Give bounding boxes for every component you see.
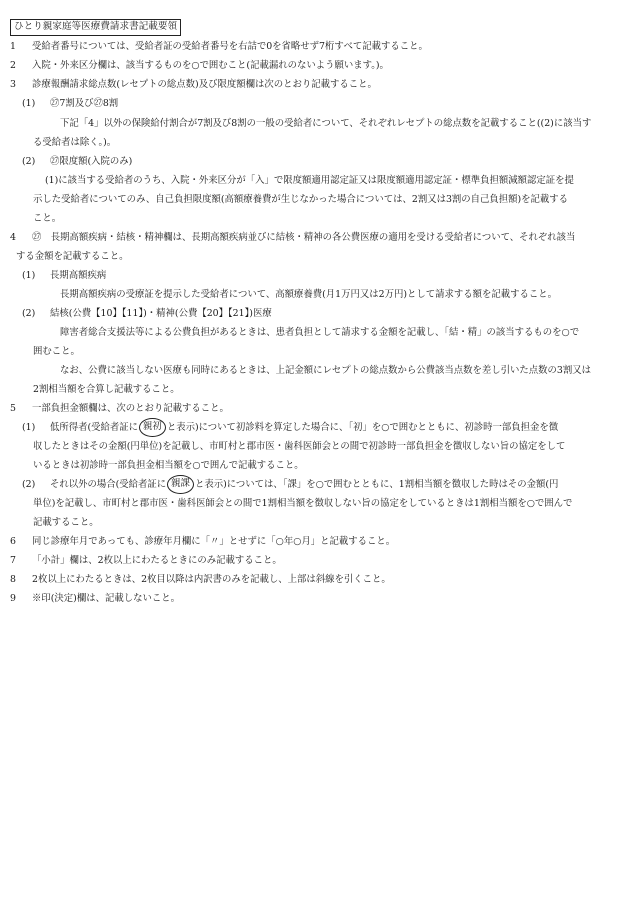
paragraph-line: いるときは初診時一部負担金相当額を○で囲んで記載すること。 xyxy=(33,460,304,471)
item-number: 3 xyxy=(10,79,16,90)
item-text: 一部負担金額欄は、次のとおり記載すること。 xyxy=(32,403,229,414)
item-number: 9 xyxy=(10,593,16,604)
subitem-5-2 xyxy=(22,475,558,494)
subitem-3-2 xyxy=(22,152,132,171)
subitem-3-1 xyxy=(22,94,118,113)
item-4 xyxy=(10,228,575,247)
item-number: 5 xyxy=(10,403,16,414)
paragraph-line: 収したときはその金額(円単位)を記載し、市町村と郡市医・歯科医師会との間で初診時一部負担金を徴収しない旨の協定をして xyxy=(33,441,566,452)
item-9 xyxy=(10,589,180,608)
item-7 xyxy=(10,551,282,570)
subitem-number: (2) xyxy=(22,156,36,167)
subitem-4-2 xyxy=(22,304,272,323)
paragraph-line: こと。 xyxy=(33,213,62,224)
paragraph-line: 長期高額疾病の受療証を提示した受給者について、高額療養費(月1万円又は2万円)として請求する額を記載すること。 xyxy=(60,289,557,300)
paragraph-line: 下記「4」以外の保険給付割合が7割及び8割の一般の受給者について、それぞれレセプトの総点数を記載すること((2)に該当す xyxy=(60,118,592,129)
item-text: 診療報酬請求総点数(レセプトの総点数)及び限度額欄は次のとおり記載すること。 xyxy=(32,79,377,90)
item-text: 2枚以上にわたるときは、2枚目以降は内訳書のみを記載し、上部は斜線を引くこと。 xyxy=(32,574,391,585)
document-title: ひとり親家庭等医療費請求書記載要領 xyxy=(10,19,181,36)
item-text: ※印(決定)欄は、記載しないこと。 xyxy=(32,593,180,604)
item-text: 「小計」欄は、2枚以上にわたるときにのみ記載すること。 xyxy=(32,555,282,566)
paragraph-line: 障害者総合支援法等による公費負担があるときは、患者負担として請求する金額を記載し、「結・精」の該当するものを○で xyxy=(60,327,580,338)
item-6 xyxy=(10,532,395,551)
paragraph-line: (1)に該当する受給者のうち、入院・外来区分が「入」で限度額適用認定証又は限度額適用認定証・標準負担額減額認定証を提 xyxy=(45,175,574,186)
subitem-number: (2) xyxy=(22,479,36,490)
subitem-heading: 結核(公費【10】【11】)・精神(公費【20】【21】)医療 xyxy=(50,308,272,319)
item-1 xyxy=(10,37,428,56)
paragraph-line: 単位)を記載し、市町村と郡市医・歯科医師会との間で1割相当額を徴収しない旨の協定をしているときは1割相当額を○で囲んで xyxy=(33,498,573,509)
subitem-text: と表示)については、「課」を○で囲むとともに、1割相当額を徴収した時はその金額(円 xyxy=(194,479,559,490)
paragraph-line: する金額を記載すること。 xyxy=(16,251,129,262)
item-text: 受給者番号については、受給者証の受給者番号を右詰で0を省略せず7桁すべて記載すること。 xyxy=(32,41,428,52)
item-number: 1 xyxy=(10,41,16,52)
subitem-text: それ以外の場合(受給者証に xyxy=(50,479,167,490)
subitem-number: (1) xyxy=(22,422,36,433)
item-8 xyxy=(10,570,391,589)
paragraph-line: 示した受給者についてのみ、自己負担限度額(高額療養費が生じなかった場合については、2割又は3割の自己負担額)を記載する xyxy=(33,194,569,205)
item-number: 4 xyxy=(10,232,16,243)
item-text: 同じ診療年月であっても、診療年月欄に「〃」とせずに「○年○月」と記載すること。 xyxy=(32,536,396,547)
subitem-number: (1) xyxy=(22,98,36,109)
item-text: ㉗ 長期高額疾病・結核・精神欄は、長期高額疾病並びに結核・精神の各公費医療の適用を受ける受給者について、それぞれ該当 xyxy=(32,232,576,243)
item-number: 8 xyxy=(10,574,16,585)
subitem-heading: ㉗7割及び㉗8割 xyxy=(50,98,119,109)
subitem-text: 低所得者(受給者証に xyxy=(50,422,139,433)
subitem-heading: 長期高額疾病 xyxy=(50,270,107,281)
subitem-5-1 xyxy=(22,418,558,437)
item-text: 入院・外来区分欄は、該当するものを○で囲むこと(記載漏れのないよう願います。)。 xyxy=(32,60,389,71)
item-2 xyxy=(10,56,389,75)
paragraph-line: 記載すること。 xyxy=(33,517,99,528)
circled-mark: 親課 xyxy=(167,475,194,494)
subitem-text: と表示)について初診料を算定した場合に、「初」を○で囲むとともに、初診時一部負担金を徴 xyxy=(166,422,559,433)
subitem-4-1 xyxy=(22,266,106,285)
item-number: 6 xyxy=(10,536,16,547)
item-number: 2 xyxy=(10,60,16,71)
item-3 xyxy=(10,75,377,94)
subitem-number: (2) xyxy=(22,308,36,319)
paragraph-line: なお、公費に該当しない医療も同時にあるときは、上記金額にレセプトの総点数から公費該当点数を差し引いた点数の3割又は xyxy=(60,365,591,376)
subitem-number: (1) xyxy=(22,270,36,281)
item-number: 7 xyxy=(10,555,16,566)
item-5 xyxy=(10,399,229,418)
paragraph-line: 囲むこと。 xyxy=(33,346,80,357)
paragraph-line: る受給者は除く。)。 xyxy=(33,137,117,148)
paragraph-line: 2割相当額を合算し記載すること。 xyxy=(33,384,180,395)
circled-mark: 親初 xyxy=(139,418,166,437)
subitem-heading: ㉗限度額(入院のみ) xyxy=(50,156,133,167)
